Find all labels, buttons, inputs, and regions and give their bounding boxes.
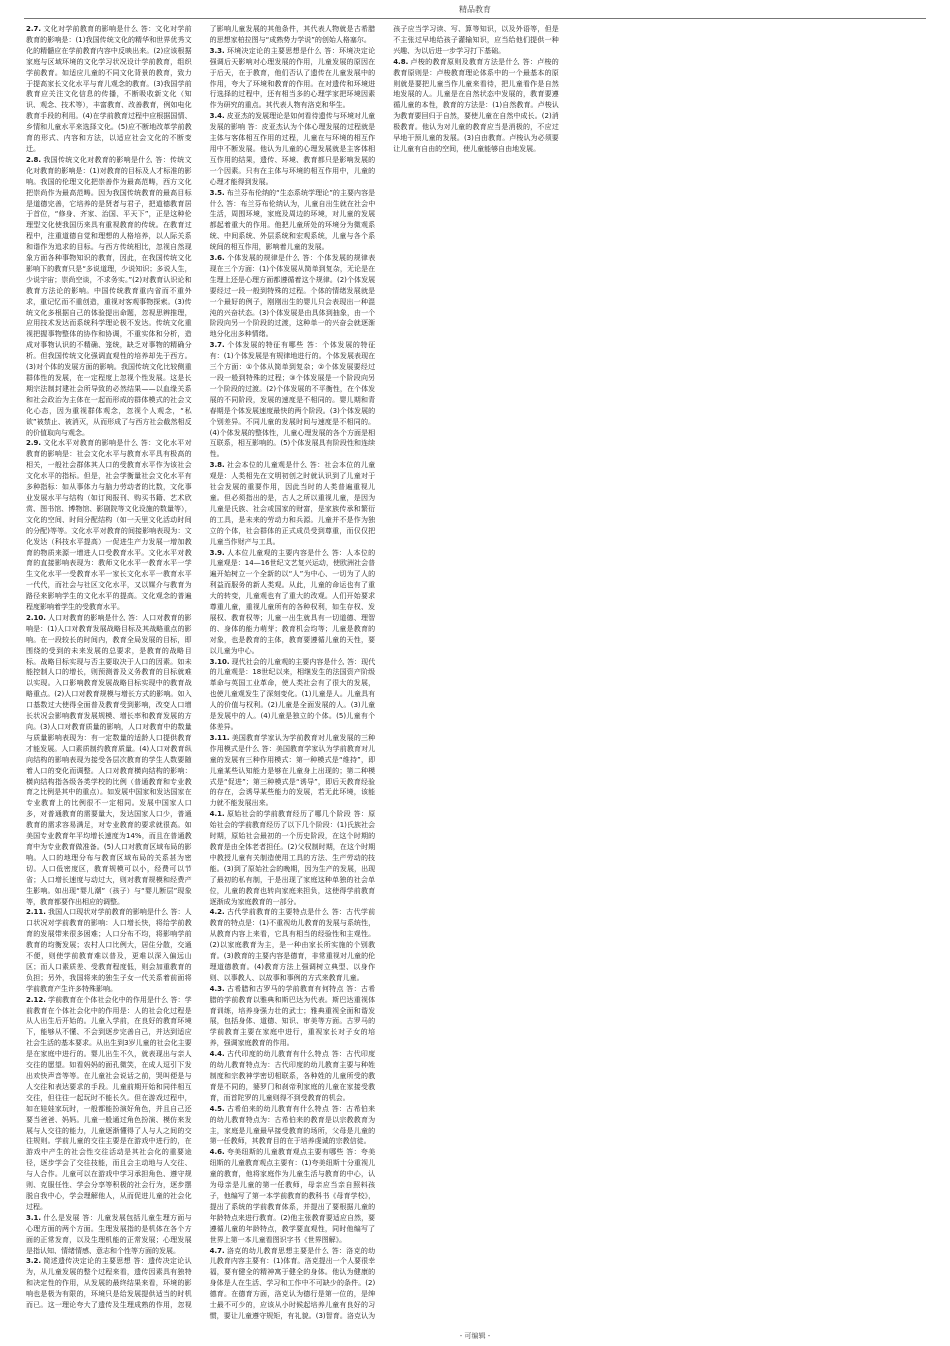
answer-text: 答：个体发展的特征有：(1)个体发展是有规律地进行的。个体发展表现在三个方面：①个体从简单到复杂；②个体发展要经过一段一般到特殊的过程；③个体发展是一个阶段向另一个阶段的过渡。(2)个体发展的不平衡性，在个体发展的不同阶段，发展的速度是不相同的。婴儿期和青春期是个体发展速度最快的两个阶段。(3)个体发展的个别差异。不同儿童的发展时间与速度是不相同的。(4)个体发展的整体性，儿童心理发展的各个方面是相互联系，相互影响的。(5)个体发展具有阶段性和连续性。 <box>209 341 376 459</box>
question-text: 个体发展的特征有哪些 <box>226 341 304 350</box>
document-body <box>26 24 926 1324</box>
question-text: 夸美纽斯的儿童教育观点主要有哪些 <box>226 1148 344 1157</box>
question-text: 我国传统文化对教育的影响是什么 <box>43 155 153 164</box>
question-number: 2.10. <box>26 613 46 622</box>
question-number: 3.3. <box>209 46 225 55</box>
answer-text: 答：人口对教育的影响是：(1)人口对教育发展战略目标及其战略重点的影响。在一段较长的时间内，教育全局发展的目标，即围绕的受到的未来发展的总要求，是教育的战略目标。战略目标实现与否主要取决于人口的因素。如未能控制人口的增长，则预测普及义务教育的目标就难以实现。入口影响教育发展战略目标实现中的教育战略重点。(2)人口对教育规模与增长方式的影响。如入口基数过大使得全面普及教育受到影响，改变人口增长状况会影响教育发展规模、增长率和教育发展的方向。(3)人口对教育质量的影响，人口对教育中的数量与质量影响表现为：有一定数量的适龄人口提供教育才能发展。人口素质制约教育质量。(4)人口对教育纵向结构的影响表现为接受各层次教育的学生人数要随着人口的变化而调整。人口对教育横向结构的影响：横向结构指各级各类学校的比例（普通教育和专业教育之比例是其中的重点）。如发展中国家和发达国家在专业教育上的比例很不一定相同。发展中国家人口多，对普通教育的需要量大，发达国家人口少，普通教育的需求容易满足，对专业教育的要求就很高。如美国专业教育年平均增长速度为14%，而且在普通教育中为专业教育做准备。(5)人口对教育区域布局的影响。人口的地理分布与教育区域布局的关系甚为密切。人口低密度区，教育规模可以小，经费可以节省；人口增长速度与动过大，则对教育规模和经费产生影响。如出现“婴儿潮”（孩子）与“婴儿断层”现象等，教育都要作出相应的调整。 <box>26 613 192 906</box>
question-number: 3.5. <box>209 188 225 197</box>
question-number: 4.6. <box>209 1148 225 1157</box>
question-text: 文化水平对教育的影响是什么 <box>43 439 139 448</box>
qa-item <box>210 907 376 983</box>
answer-text: 答：卢梭的教育原则是：卢梭教育理论体系中的一个最基本的原则就是要把儿童当作儿童来看待，把儿童看作是自然地发展的人。儿童是在自然状态中发展的，教育要遵循儿童的本性，教育的方法是：(1)自然教育。卢梭认为教育要回归于自然，要使儿童在自然中成长。(2)消极教育。他认为对儿童的教育应当是消极的，不应过早地干预儿童的发展。(3)自由教育。卢梭认为必须要让儿童有自由的空间，使儿童能够自由地发展。 <box>393 57 559 153</box>
question-text: 现代社会的儿童观的主要内容是什么 <box>231 657 345 666</box>
question-text: 我国人口现状对学前教育的影响是什么 <box>47 908 169 917</box>
question-text: 洛克的幼儿教育思想主要是什么 <box>226 1246 330 1255</box>
question-text: 皮亚杰的发展理论是如何看待遗传与环境对儿童发展的影响 <box>209 112 376 132</box>
answer-text: 答：学前教育在个体社会化中的作用是：人的社会化过程是从人出生后开始的。儿童入学前，在良好的教育环境下，能够从不懂、不会到逐步完善自己，并达到适应社会生活的基本要求。从出生到3岁儿童的社会化主要是在家庭中进行的。婴儿出生不久，就表现出与亲人交往的愿望。如看妈妈的面孔微笑，在成人逗引下发出欢快声音等等。在儿童社会说话之前，哭叫便是与人交往和表达要求的手段。儿童前期开始和同伴相互交往，但往往一起玩时不能长久。但在游戏过程中，如在娃娃家玩时，一般都能扮演好角色，并且自己还要当爸爸、妈妈。儿童一般通过角色扮演、模仿来发展与人交往的能力，儿童逐渐懂得了人与人之间的交往规则。学前儿童的交往主要是在游戏中进行的，在游戏中产生的社会性交往活动是其社会化的重要途径，逐步学会了交往技能，而且会主动地与人交往、与人合作。儿童可以在游戏中学习承担角色、遵守规则、克服任性、学会分享等积极的社会行为，逐步摆脱自我中心，学会理解他人，从而促进儿童的社会化过程。 <box>26 995 192 1211</box>
qa-item <box>26 995 192 1213</box>
qa-item <box>26 1213 192 1257</box>
question-number: 3.8. <box>209 461 225 470</box>
question-number: 2.12. <box>26 995 46 1004</box>
question-text: 原始社会的学前教育经历了哪几个阶段 <box>226 810 352 819</box>
question-text: 简述遗传决定论的主要思想 <box>43 1257 131 1266</box>
answer-text: 答：古代学前教育的特点是：(1)不重视幼儿教育的发展与系统性，从教育内容上来看，它具有相当的经验性和主观性。(2)以家庭教育为主，是一种由家长所实施的个别教育。(3)教育的主要内容是德育，非常重视对儿童的伦理道德教育。(4)教育方法上强调树立典型、以身作则、以事教人、以故事和事例的方式来教育儿童。 <box>209 908 376 982</box>
question-number: 4.2. <box>209 908 225 917</box>
question-number: 3.2. <box>26 1257 42 1266</box>
qa-item <box>210 657 376 733</box>
answer-text: 答：社会本位的儿童观是：人类相先在文明初创之时就认识到了儿童对于社会发展的重要作用，因此当时的人类普遍重视儿童。但必须指出的是，古人之所以重视儿童，是因为儿童是氏族、社会或国家的财富，是家族传承和繁衍的工具，是未来的劳动力和兵源。儿童并不是作为独立的个体，社会群体的正式成员受到尊重，而仅仅把儿童当作财产与工具。 <box>209 461 376 546</box>
question-number: 3.9. <box>209 548 225 557</box>
question-number: 3.11. <box>209 733 230 742</box>
answer-text: 答：文化对学前教育的影响是：(1)我国传统文化的精华和世界优秀文化的精髓应在学前教育内容中反映出来。(2)应该根据家庭与区域环境的文化学习状况设计学前教育，组织学前教育。如适应儿童的不同文化背景的教育，致力于提高家长文化水平与育儿观念的教育。(3)我国学前教育应关注文化信息的传播，不断吸收新文化（知识、观念、技术等），丰富教育、改善教育，例如电化教育手段的利用。(4)在学前教育过程中应根据国情、乡情和儿童水平来选择文化。(5)应不断地改革学前教育的形式、内容和方法，以适应社会文化的不断变迁。 <box>26 25 192 153</box>
qa-item <box>393 57 559 155</box>
question-number: 3.1. <box>26 1213 42 1222</box>
question-number: 2.7. <box>26 25 42 33</box>
qa-item <box>210 733 376 809</box>
question-text: 古代印度的幼儿教育有什么特点 <box>226 1050 330 1059</box>
question-text: 环境决定论的主要思想是什么 <box>226 46 322 55</box>
question-text: 社会本位的儿童观是什么 <box>226 461 308 470</box>
qa-item <box>210 984 376 1049</box>
answer-text: 答：皮亚杰认为个体心理发展的过程就是主体与客体相互作用的过程，儿童在与环境的相互作用中不断发展。他认为儿童的心理发展就是主客体相互作用的结果，遗传、环境、教育都只是影响发展的一个因素。只有在主体与环境的相互作用中，儿童的心理才能得到发展。 <box>209 123 376 186</box>
answer-text: 答：现代的儿童观是：18世纪以来，相继发生的法国资产阶级革命与英国工业革命，使人类社会有了很大的发展，也使儿童观发生了深刻变化。(1)儿童是人。儿童具有人的价值与权利。(2)儿童是全面发展的人。(3)儿童是发展中的人。(4)儿童是独立的个体。(5)儿童有个体差异。 <box>209 657 376 731</box>
question-text: 卢梭的教育原则及教育方法是什么 <box>410 57 521 66</box>
question-number: 4.7. <box>209 1246 225 1255</box>
answer-text: 答：古代印度的幼儿教育特点为：古代印度的幼儿教育主要与种姓制度和宗教神学密切相联系，各种姓的儿童所受的教育是不同的，婆罗门和刹帝利家庭的儿童在家接受教育，而首陀罗的儿童则得不到受教育的机会。 <box>209 1050 376 1102</box>
answer-text: 答：布兰芬布伦纳认为，儿童自出生就在社会中生活，周围环境，家庭及周边的环境，对儿童的发展都起着重大的作用。他把儿童所处的环境分为微观系统、中间系统、外层系统和宏观系统，儿童与各个系统间的相互作用，影响着儿童的发展。 <box>209 199 376 252</box>
qa-item <box>26 438 192 613</box>
answer-text: 答：传统文化对教育的影响是：(1)对教育的目标及人才标准的影响。我国的伦理文化把崇善作为最高范畴，西方文化把崇尚作为最高范畴。因为我国传统教育的最高目标是道德完善，它培养的是贤者与君子，把道德教育居于首位，“修身、齐家、治国、平天下”，正是这种伦理型文化使我国历来具有重视教育的传统。在教育过程中，注重道德自觉和理想的人格培养，以人际关系和谐作为追求的目标。与西方传统相比，忽视自然现象方面各种事物知识的教育，因此，在我国传统文化影响下的教育只是“多说道理，少说知识；多说人生，少说宇宙；崇尚空谈，不求务实。”(2)对教育认识论和教育方法论的影响。中国传统教育重内省而不重外求，重记忆而不重创造，重视对客观事物探索。(3)传统文化多根据自己的体验提出命题，忽视思辨推理，应用技术发达而系统科学理论极不发达。传统文化重视把握事物整体的协作和协调，不重实体和分析，造成对事物认识的不精确、笼统，缺乏对事物的精确分析。但我国传统文化强调直观性的培养却先于西方。(3)对个体的发展方面的影响。我国传统文化比较侧重群体性的发展，在一定程度上忽视个性发展。这是长期宗法制封建社会所导致的必然结果——以血缘关系和社会政治为主体在一起而形成的群体模式的社会文化心态，因为重视群体观念，忽视个人观念，“私欲”被禁止、被消灭，从而形成了与西方社会截然相反的价值取向与观念。 <box>26 155 192 437</box>
qa-item <box>210 188 376 253</box>
qa-item <box>26 24 192 155</box>
question-text: 人口对教育的影响是什么 <box>47 613 126 622</box>
answer-text: 答：古希伯来的幼儿教育特点为：古希伯来的教育是以宗教教育为主，家庭是儿童最早接受教育的场所，父母是儿童的第一任教师，其教育目的在于培养虔诚的宗教信徒。 <box>209 1104 376 1146</box>
qa-item <box>210 1104 376 1148</box>
question-number: 2.11. <box>26 908 46 917</box>
question-number: 2.9. <box>26 439 42 448</box>
answer-text: 答：个体发展的规律表现在三个方面：(1)个体发展从简单到复杂，无论是在生理上还是心理方面都遵循着这个规律。(2)个体发展要经过一段一般到特殊的过程。个体的情绪发展就是一个最好的例子，刚刚出生的婴儿只会表现出一种混沌的兴奋状态。(3)个体发展是由具体到抽象，由一个阶段向另一个阶段的过渡，这种单一的兴奋会就逐渐地分化出多种情绪。 <box>209 254 376 339</box>
qa-item <box>210 340 376 460</box>
question-number: 3.7. <box>209 341 225 350</box>
answer-text: 答：人口状况对学前教育的影响：人口增长快，将给学前教育的发展带来很多困难；人口分布不均，将影响学前教育的均衡发展；农村人口比例大，居住分散，交通不便，则使学前教育难以普及，更难以深入偏远山区；而人口素质差、受教育程度低，则会加重教育的负担；另外，我国将来的独生子女一代关系着前面将学前教育产生许多特殊影响。 <box>26 908 192 993</box>
qa-item <box>210 1049 376 1104</box>
answer-text: 答：美国教育学家认为学前教育对儿童的发展有三种作用模式：第一种模式是“维持”，即儿童某些认知能力是够在儿童身上出现的；第二种模式是“促进”；第三种模式是“诱导”，即后天教育经验的存在，会诱导某些能力的发展，若无此环境，该能力就不能发展出来。 <box>209 744 376 808</box>
qa-item <box>26 613 192 907</box>
answer-text: 答：遗传决定论认为，从儿童发展的整个过程来看，遗传因素具有独特和决定性的作用，从发展的最终结果来看，环境的影响也是极为有限的，环境只是给发展提供适当的时机而已。这一理论夸大了遗传及生理成熟的作用，忽视了影响儿童发展的其他条件，其代表人物就是古希腊的思想家柏拉图与“成熟势力学说”的创始人格塞尔。 <box>26 25 376 1310</box>
answer-text: 答：古希腊的学前教育以雅典和斯巴达为代表。斯巴达重视体育训练，培养身强力壮的武士；雅典重视全面和谐发展，包括身体、道德、知识、审美等方面。古罗马的学前教育主要在家庭中进行，重视家长对子女的培养，强调家庭教育的作用。 <box>209 984 376 1048</box>
question-text: 古希伯来的幼儿教育有什么特点 <box>226 1104 330 1113</box>
question-number: 4.3. <box>209 984 225 993</box>
qa-item <box>210 460 376 547</box>
question-number: 2.8. <box>26 155 42 164</box>
answer-text: 答：儿童发展包括儿童生理方面与心理方面的两个方面。生理发展指的是机体在各个方面的正常发育，以及生理机能的正常发展；心理发展是指认知、情绪情感、意志和个性等方面的发展。 <box>26 1213 192 1255</box>
qa-item <box>210 111 376 187</box>
question-text: 个体发展的规律是什么 <box>226 254 300 263</box>
qa-item <box>210 809 376 907</box>
page-header-title: 精品教育 <box>459 5 491 14</box>
answer-text: 答：夸美纽斯的儿童教育观点主要有：(1)夸美纽斯十分重视儿童的教育，他将家庭作为儿童生活与教育的中心，认为母亲是儿童的第一任教师，母亲应当亲自照料孩子，他编写了第一本学前教育的教科书《母育学校》，提出了系统的学前教育体系，并提出了要根据儿童的年龄特点来进行教育。(2)他主张教育要适应自然，要遵循儿童的年龄特点，教学要直观性，同时他编写了世界上第一本儿童看图识字书《世界图解》。 <box>209 1148 376 1244</box>
question-text: 学前教育在个体社会化中的作用是什么 <box>47 995 169 1004</box>
qa-item <box>210 46 376 111</box>
answer-text: 答：环境决定论强调后天影响对心理发展的作用，儿童发展的原因在于后天，在于教育，他们否认了遗传在儿童发展中的作用，夸大了环境和教育的作用。在对遗传和环境进行选择的过程中，还有相当多的心理学家把环境因素作为研究的重点。其代表人物有洛克和华生。 <box>209 46 376 110</box>
answer-text: 答：文化水平对教育的影响是：社会文化水平与教育水平具有极高的相关，一般社会群体其人口的受教育水平作为该社会文化水平的指标。但是，社会学衡量社会文化水平有多种指标：如从事体力与脑力劳动者的比数，文化事业发展水平与结构（如订阅报刊、购买书籍、艺术欣赏、图书馆、博物馆、影剧院等文化设施的数量等），文化的空间、时间分配结构（如一天里文化活动时间的分配)等等。文化水平对教育的间接影响表现为：文化发达（科技水平提高）一促进生产力发展一增加教育的物质来源一增进人口受教育水平。文化水平对教育的直接影响表现为：教师文化水平一教育水平一学生文化水平一受教育水平一家长文化水平一教育水平一代代，而社会与社区文化水平，又以媒介与教育为路径来影响学生的文化水平的提高。文化观念的普遍程度影响着学生的受教育水平。 <box>26 439 192 612</box>
answer-text: 答：原始社会的学前教育经历了以下几个阶段：(1)氏族社会时期，原始社会最初的一个历史阶段，在这个时期的教育是由全体老者担任。(2)父权制时期，在这个时期中教授儿童有关制造使用工具的方法、生产劳动的技能。(3)到了原始社会的晚期，因为生产的发展，出现了最初的私有制，于是出现了家庭这种单独的社会单位，儿童的教育也转向家庭来担负，这使得学前教育逐渐成为家庭教育的一部分。 <box>209 810 376 906</box>
question-number: 4.5. <box>209 1104 225 1113</box>
question-text: 什么是发展 <box>43 1213 80 1222</box>
page-footer: - 可编辑 - <box>459 1332 491 1340</box>
qa-item <box>210 548 376 657</box>
answer-text: 答：洛克的幼儿教育内容主要有：(1)体育。洛克提出一个人要很幸福，要有健全的精神寓于健全的身体。他认为健康的身体是人在生活、学习和工作中不可缺少的条件。(2)德育。在德育方面，洛克认为德行是第一位的，是绅士最不可少的，应该从小时候起培养儿童有良好的习惯，要让儿童遵守规矩，有礼貌。(3)智育。洛克认为孩子应当学习读、写、算等知识，以及外语等，但是不主张过早地给孩子灌输知识，应当给他们提供一种兴趣、为以后进一步学习打下基础。 <box>209 25 559 1320</box>
question-number: 4.1. <box>209 810 225 819</box>
answer-text: 答：人本位的儿童观是：14—16世纪文艺复兴运动，使欧洲社会普遍开始树立一个全新的以“人”为中心、一切为了人的利益而服务的新人类观。从此，儿童的命运也有了重大的转变，儿童观也有了重大的改观。人们开始要求尊重儿童，重视儿童所有的各种权利，如生存权、发展权、教育权等；儿童一出生就具有一切道德、理智的、身体的能力萌芽；教育机会均等；儿童是教育的对象，也是教育的主体，教育要遵循儿童的天性，要以儿童为中心。 <box>209 548 376 655</box>
qa-item <box>26 907 192 994</box>
header-divider <box>24 18 926 19</box>
question-text: 布兰芬布伦纳的“生态系统学理论”的主要内容是什么 <box>209 188 376 208</box>
question-text: 美国教育学家认为学前教育对儿童发展的三种作用模式是什么 <box>209 733 376 753</box>
question-number: 3.4. <box>209 112 225 121</box>
question-text: 古希腊和古罗马的学前教育有何特点 <box>226 984 344 993</box>
qa-item <box>210 253 376 340</box>
question-number: 3.10. <box>209 657 230 666</box>
question-text: 文化对学前教育的影响是什么 <box>43 25 139 33</box>
question-number: 4.4. <box>209 1050 225 1059</box>
qa-item <box>26 155 192 439</box>
question-number: 4.8. <box>393 57 409 66</box>
qa-item <box>210 1147 376 1245</box>
question-number: 3.6. <box>209 254 225 263</box>
question-text: 人本位儿童观的主要内容是什么 <box>226 548 330 557</box>
question-text: 古代学前教育的主要特点是什么 <box>226 908 330 917</box>
